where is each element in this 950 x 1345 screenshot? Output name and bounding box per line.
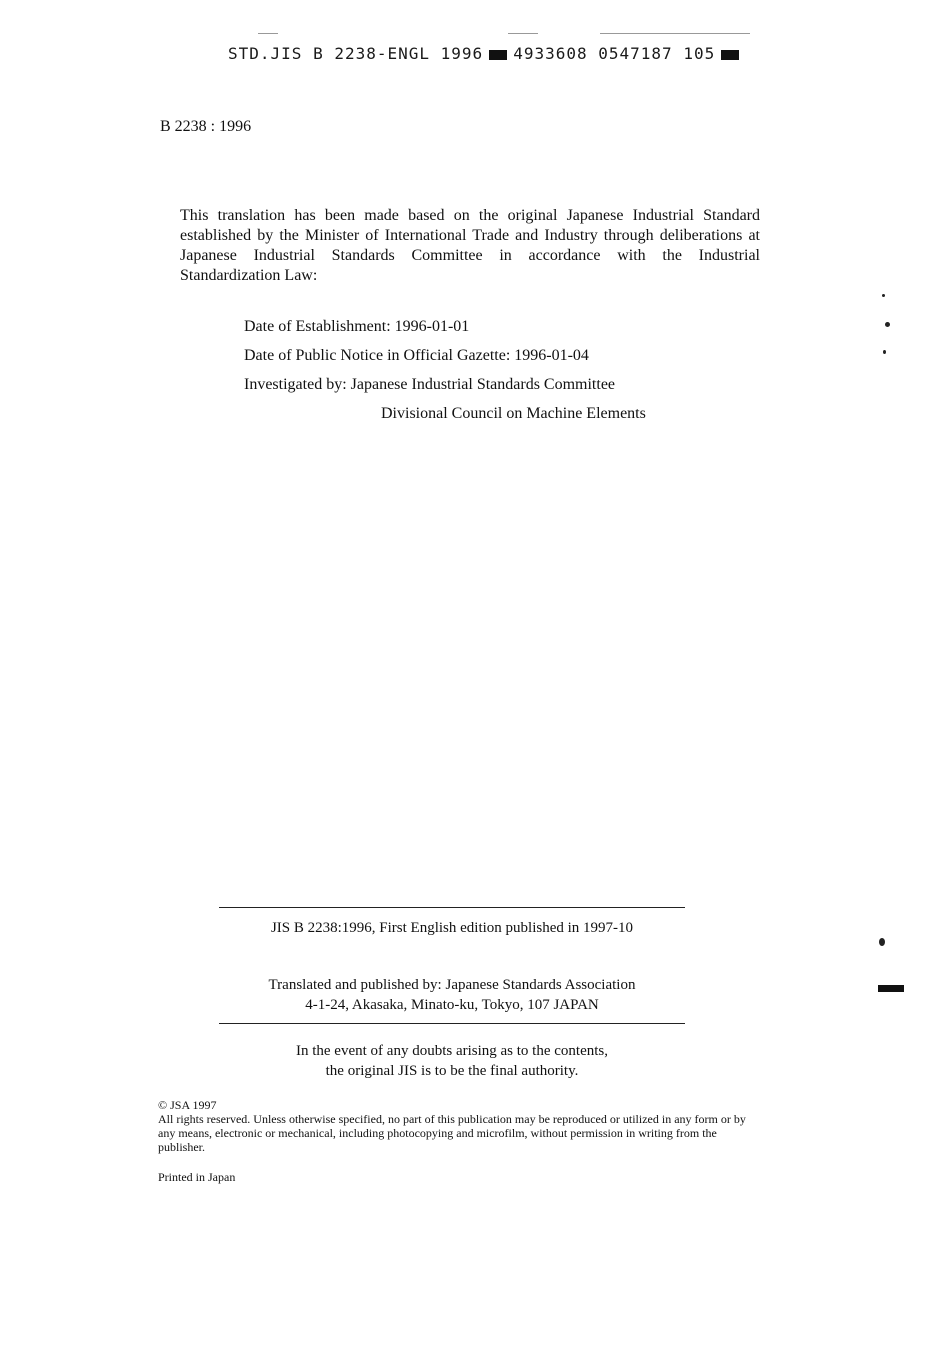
divider	[219, 1023, 685, 1024]
scan-speck	[882, 294, 885, 297]
public-notice-date: Date of Public Notice in Official Gazette: 1996-01-04	[244, 347, 589, 364]
standard-number: B 2238 : 1996	[160, 118, 252, 135]
redaction-block	[489, 50, 507, 60]
publisher-address: 4-1-24, Akasaka, Minato-ku, Tokyo, 107 JAPAN	[305, 997, 599, 1013]
top-rule-left	[258, 33, 278, 34]
intro-text: This translation has been made based on the original Japanese Industrial Standard established by the Minister of International Trade and Industry through deliberations at Japanese Industrial Standards Committee in accordance with the Industrial Standardization Law:	[180, 207, 760, 284]
divider	[219, 907, 685, 908]
council-name: Divisional Council on Machine Elements	[381, 405, 646, 422]
redaction-block	[721, 50, 739, 60]
header-code-part1: STD.JIS B 2238-ENGL 1996	[228, 44, 484, 63]
copyright-mark: © JSA 1997	[158, 1098, 217, 1112]
authority-line-1: In the event of any doubts arising as to the contents,	[295, 1043, 608, 1059]
top-rule-right	[600, 33, 750, 34]
publisher-line: Translated and published by: Japanese Standards Association	[268, 977, 636, 993]
edition-line: JIS B 2238:1996, First English edition published in 1997-10	[270, 920, 634, 936]
copyright-notice: All rights reserved. Unless otherwise specified, no part of this publication may be reproduced or utilized in any form or by any means, electronic or mechanical, including photocopying and microfilm, without permission in writing from the publisher.	[158, 1112, 746, 1154]
publisher-block	[219, 975, 685, 1015]
authority-line-2: the original JIS is to be the final authority.	[325, 1063, 579, 1079]
header-code	[228, 44, 745, 63]
scan-speck	[879, 938, 885, 946]
authority-note	[219, 1041, 685, 1081]
top-rule-mid	[508, 33, 538, 34]
establishment-date: Date of Establishment: 1996-01-01	[244, 318, 470, 335]
copyright-block	[158, 1098, 758, 1154]
investigated-by: Investigated by: Japanese Industrial Standards Committee	[244, 376, 616, 393]
header-code-part2: 4933608 0547187 105	[513, 44, 716, 63]
scan-speck	[878, 985, 904, 992]
details-block	[244, 312, 646, 428]
scan-speck	[883, 350, 886, 354]
scan-speck	[885, 322, 890, 327]
intro-paragraph	[180, 206, 760, 286]
printed-in: Printed in Japan	[158, 1170, 236, 1184]
